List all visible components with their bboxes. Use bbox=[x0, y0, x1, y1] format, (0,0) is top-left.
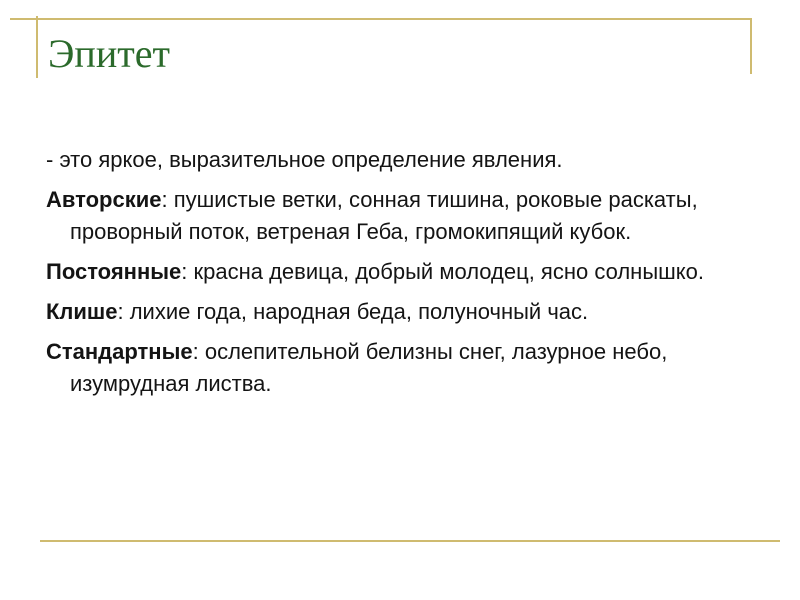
right-accent-line bbox=[750, 18, 752, 74]
slide-body bbox=[46, 144, 736, 408]
term-label: Клише bbox=[46, 299, 118, 324]
examples-text: : ослепительной белизны снег, лазурное небо, изумрудная листва. bbox=[70, 339, 668, 396]
bottom-border-line bbox=[40, 540, 780, 542]
examples-text: : красна девица, добрый молодец, ясно солнышко. bbox=[181, 259, 705, 284]
definition-paragraph: - это яркое, выразительное определение явления. bbox=[46, 147, 563, 172]
term-label: Постоянные bbox=[46, 259, 182, 284]
term-label: Авторские bbox=[46, 187, 162, 212]
epithet-type-cliche bbox=[46, 296, 736, 328]
top-border-line bbox=[10, 18, 750, 20]
left-accent-line bbox=[36, 16, 38, 78]
slide-title: Эпитет bbox=[48, 31, 170, 76]
term-label: Стандартные bbox=[46, 339, 193, 364]
examples-text: : пушистые ветки, сонная тишина, роковые раскаты, проворный поток, ветреная Геба, громокипящий кубок. bbox=[70, 187, 698, 244]
epithet-type-author bbox=[46, 184, 736, 248]
epithet-type-standard bbox=[46, 336, 736, 400]
examples-text: : лихие года, народная беда, полуночный час. bbox=[117, 299, 589, 324]
epithet-type-constant bbox=[46, 256, 736, 288]
